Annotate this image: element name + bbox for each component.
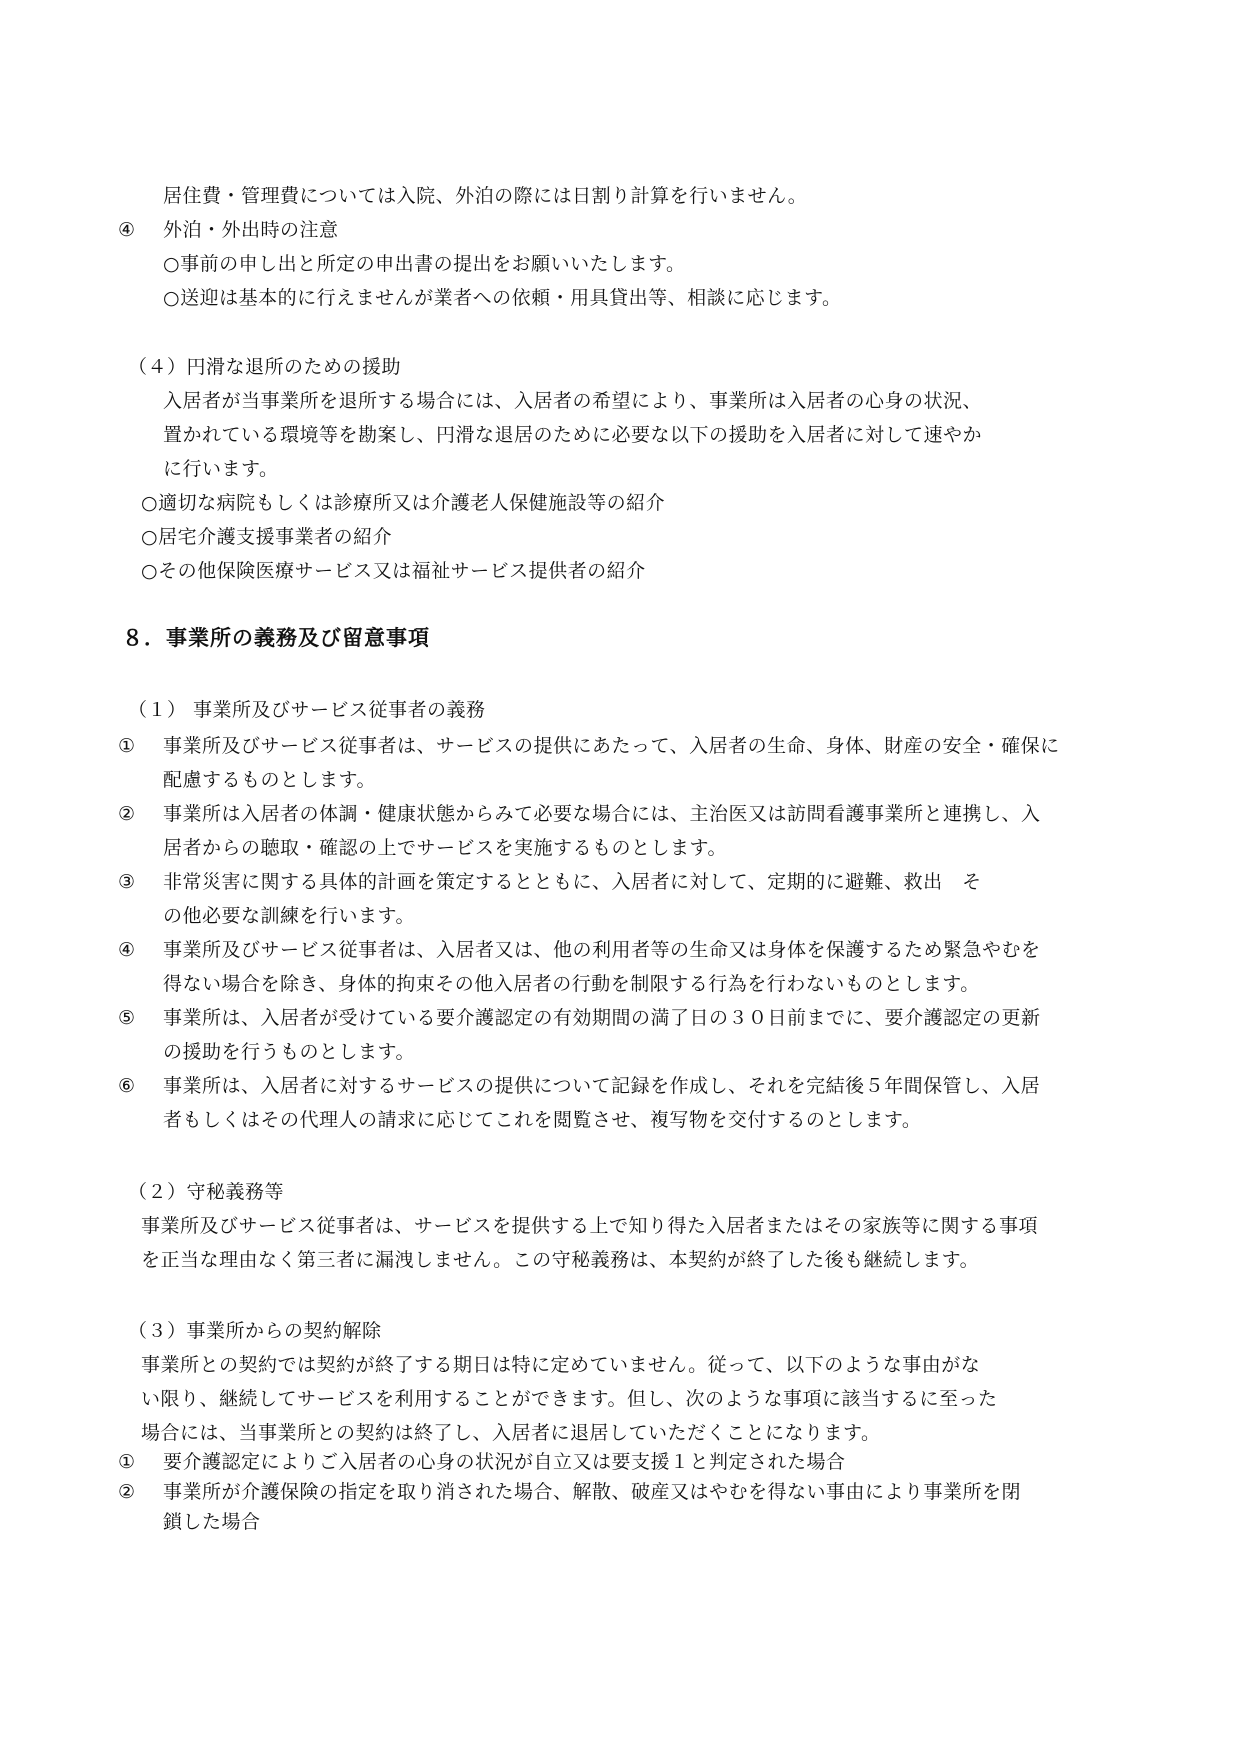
subsection-title: （３）事業所からの契約解除 [128,1320,382,1342]
item-number: ⑤ [118,1007,136,1029]
item-line: 事業所及びサービス従事者は、サービスの提供にあたって、入居者の生命、身体、財産の安全・確保に [163,735,1060,757]
item-line: 事業所が介護保険の指定を取り消された場合、解散、破産又はやむを得ない事由により事業所を閉 [163,1481,1022,1503]
item-number: ⑥ [118,1075,136,1097]
item-number: ③ [118,871,136,893]
item-line: 居者からの聴取・確認の上でサービスを実施するものとします。 [163,837,727,859]
item-line: 得ない場合を除き、身体的拘束その他入居者の行動を制限する行為を行わないものとします。 [163,973,980,995]
item-number: ② [118,803,136,825]
bullet-line: ○居宅介護支援事業者の紹介 [141,526,393,548]
item-line: 非常災害に関する具体的計画を策定するとともに、入居者に対して、定期的に避難、救出 そ [163,871,982,893]
bullet-line: ○事前の申し出と所定の申出書の提出をお願いいたします。 [163,253,686,275]
paragraph-line: 場合には、当事業所との契約は終了し、入居者に退居していただくことになります。 [141,1422,881,1444]
paragraph-line: 入居者が当事業所を退所する場合には、入居者の希望により、事業所は入居者の心身の状況、 [163,390,983,412]
paragraph-line: に行います。 [163,458,279,480]
item-number: ④ [118,939,136,961]
item-number: ② [118,1481,136,1503]
item-title: 外泊・外出時の注意 [163,219,339,241]
item-line: の他必要な訓練を行います。 [163,905,415,927]
paragraph-line: を正当な理由なく第三者に漏洩しません。この守秘義務は、本契約が終了した後も継続します。 [141,1249,980,1271]
item-line: 事業所及びサービス従事者は、入居者又は、他の利用者等の生命又は身体を保護するため緊急やむを [163,939,1041,961]
subsection-title: （１） 事業所及びサービス従事者の義務 [128,699,486,721]
paragraph-line: 事業所との契約では契約が終了する期日は特に定めていません。従って、以下のような事由がな [141,1354,981,1376]
paragraph-line: 置かれている環境等を勘案し、円滑な退居のために必要な以下の援助を入居者に対して速やか [163,424,983,446]
subsection-title: （２）守秘義務等 [128,1181,285,1203]
item-number: ④ [118,219,136,241]
item-line: 事業所は入居者の体調・健康状態からみて必要な場合には、主治医又は訪問看護事業所と連携し、入 [163,803,1041,825]
item-line: 事業所は、入居者に対するサービスの提供について記録を作成し、それを完結後５年間保管し、入居 [163,1075,1041,1097]
paragraph-line: い限り、継続してサービスを利用することができます。但し、次のような事項に該当するに至った [141,1388,998,1410]
item-line: 要介護認定によりご入居者の心身の状況が自立又は要支援１と判定された場合 [163,1451,846,1473]
item-line: 鎖した場合 [163,1511,261,1533]
item-line: 者もしくはその代理人の請求に応じてこれを閲覧させ、複写物を交付するのとします。 [163,1109,922,1131]
subsection-title: （４）円滑な退所のための援助 [128,356,402,378]
item-number: ① [118,735,136,757]
item-number: ① [118,1451,136,1473]
bullet-line: ○その他保険医療サービス又は福祉サービス提供者の紹介 [141,560,646,582]
text-line: 居住費・管理費については入院、外泊の際には日割り計算を行いません。 [163,185,808,207]
bullet-line: ○適切な病院もしくは診療所又は介護老人保健施設等の紹介 [141,492,666,514]
bullet-line: ○送迎は基本的に行えませんが業者への依頼・用具貸出等、相談に応じます。 [163,287,842,309]
paragraph-line: 事業所及びサービス従事者は、サービスを提供する上で知り得た入居者またはその家族等に関する事項 [141,1215,1039,1237]
item-line: 事業所は、入居者が受けている要介護認定の有効期間の満了日の３０日前までに、要介護認定の更新 [163,1007,1041,1029]
item-line: 配慮するものとします。 [163,769,376,791]
item-line: の援助を行うものとします。 [163,1041,415,1063]
section-heading: ８．事業所の義務及び留意事項 [122,626,430,650]
